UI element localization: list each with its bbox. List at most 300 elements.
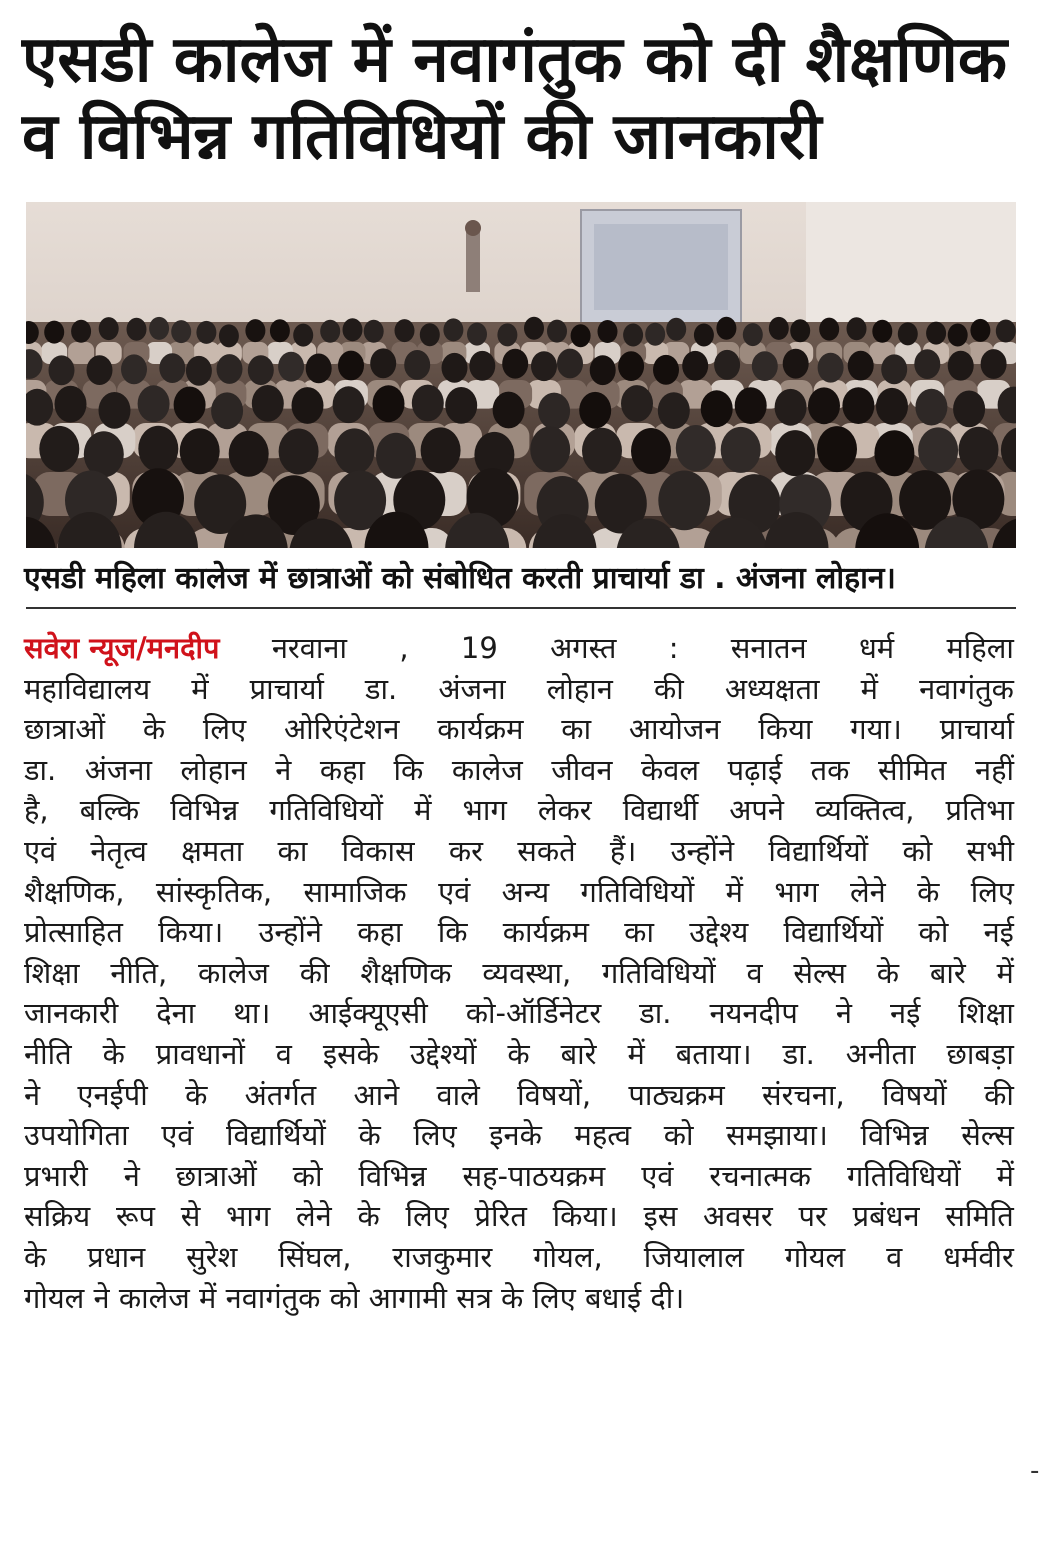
article-word: से bbox=[180, 1199, 201, 1234]
article-word: नई bbox=[890, 996, 921, 1031]
audience-head bbox=[676, 425, 716, 471]
audience-head bbox=[557, 349, 583, 379]
audience-head bbox=[658, 392, 690, 429]
audience-head bbox=[743, 323, 763, 346]
article-word: अनीता bbox=[845, 1036, 916, 1071]
article-word: गोयल, bbox=[533, 1239, 603, 1274]
article-word: कार्यक्रम bbox=[437, 712, 524, 747]
audience-head bbox=[874, 430, 914, 476]
article-word: विद्यार्थियों bbox=[783, 915, 884, 950]
article-word: कालेज bbox=[451, 752, 523, 787]
article-word: कर bbox=[448, 833, 484, 868]
audience-head bbox=[278, 352, 304, 382]
audience-head bbox=[618, 351, 644, 381]
article-word: प्रोत्साहित bbox=[24, 915, 123, 950]
article-word: शैक्षणिक bbox=[360, 955, 452, 990]
audience-head bbox=[981, 349, 1007, 379]
article-word: सकते bbox=[517, 833, 576, 868]
audience-head bbox=[39, 426, 79, 472]
article-word: सामाजिक bbox=[303, 874, 407, 909]
article-word: नरवाना bbox=[271, 631, 348, 665]
article-word: सुरेश bbox=[186, 1239, 238, 1274]
article-word: व bbox=[746, 955, 763, 990]
article-word: गतिविधियों bbox=[580, 874, 695, 909]
article-line-1 bbox=[24, 628, 1014, 669]
audience-head bbox=[915, 389, 947, 426]
photo-caption: एसडी महिला कालेज में छात्राओं को संबोधित करती प्राचार्या डा . अंजना लोहान। bbox=[24, 561, 896, 596]
article-word: , bbox=[399, 631, 409, 665]
article-word: नयनदीप bbox=[709, 996, 798, 1031]
article-word: अवसर bbox=[703, 1199, 773, 1234]
article-word: गतिविधियों bbox=[601, 955, 716, 990]
audience-head bbox=[898, 322, 918, 345]
article-word: था। bbox=[233, 996, 271, 1031]
article-word: प्रभारी bbox=[24, 1158, 88, 1193]
speaker-head bbox=[465, 220, 481, 236]
audience-head bbox=[248, 355, 274, 385]
article-word: अंजना bbox=[84, 752, 153, 787]
article-word: के bbox=[358, 1118, 381, 1153]
article-word: सेल्स bbox=[961, 1118, 1014, 1153]
article-word: एनईपी bbox=[77, 1077, 148, 1112]
audience-head bbox=[99, 317, 119, 340]
article-word: क्षमता bbox=[181, 833, 244, 868]
article-word: कहा bbox=[319, 752, 366, 787]
audience-head bbox=[914, 349, 940, 379]
article-word: इनके bbox=[489, 1118, 542, 1153]
article-word: प्राचार्या bbox=[939, 712, 1014, 747]
article-word: के bbox=[917, 874, 940, 909]
article-word: के bbox=[142, 712, 166, 747]
audience-head bbox=[682, 351, 708, 381]
audience-head bbox=[530, 426, 570, 472]
article-word: उन्होंने bbox=[670, 833, 735, 868]
projector-slide bbox=[594, 224, 728, 310]
article-word: है, bbox=[24, 793, 49, 828]
article-word: ओरिएंटेशन bbox=[283, 712, 400, 747]
article-word: उद्देश्यों bbox=[409, 1036, 477, 1071]
article-word: विषयों, bbox=[517, 1077, 592, 1112]
audience-head bbox=[959, 427, 999, 473]
audience-head bbox=[847, 317, 867, 340]
article-word: गतिविधियों bbox=[269, 793, 384, 828]
audience-head bbox=[121, 354, 147, 384]
article-word: में bbox=[996, 955, 1014, 990]
article-word: ने bbox=[275, 752, 292, 787]
article-byline: सवेरा न्यूज/मनदीप bbox=[24, 631, 220, 665]
audience-head bbox=[420, 323, 440, 346]
article-word: विषयों bbox=[882, 1077, 947, 1112]
article-line-3 bbox=[24, 709, 1014, 750]
article-line-12 bbox=[24, 1075, 1014, 1116]
article-word: में bbox=[996, 1158, 1014, 1193]
article-word: के bbox=[357, 1199, 380, 1234]
audience-head bbox=[245, 319, 265, 342]
article-word: ने bbox=[835, 996, 852, 1031]
article-line-9 bbox=[24, 953, 1014, 994]
article-word: : bbox=[668, 631, 679, 665]
article-word: किया bbox=[758, 712, 813, 747]
audience-head bbox=[842, 387, 874, 424]
audience-head bbox=[735, 387, 767, 424]
article-word: सांस्कृतिक, bbox=[155, 874, 273, 909]
article-word: गतिविधियों bbox=[846, 1158, 961, 1193]
audience-head bbox=[493, 392, 525, 429]
audience-head bbox=[721, 427, 761, 473]
article-word: गोयल bbox=[784, 1239, 846, 1274]
article-word: लिए bbox=[970, 874, 1014, 909]
audience-head bbox=[293, 324, 313, 347]
article-word: सभी bbox=[966, 833, 1014, 868]
article-word: भाग bbox=[774, 874, 819, 909]
article-word: उपयोगिता bbox=[24, 1118, 129, 1153]
article-word: बारे bbox=[560, 1036, 597, 1071]
article-word: धर्मवीर bbox=[943, 1239, 1014, 1274]
article-word: विभिन्न bbox=[358, 1158, 427, 1193]
article-word: राजकुमार bbox=[392, 1239, 493, 1274]
article-word: व्यवस्था, bbox=[482, 955, 572, 990]
audience-head bbox=[623, 324, 643, 347]
article-word: केवल bbox=[641, 752, 700, 787]
article-line-6 bbox=[24, 831, 1014, 872]
audience-head bbox=[279, 429, 319, 475]
article-word: को bbox=[918, 915, 949, 950]
article-word: नीति bbox=[24, 1036, 72, 1071]
article-word: सेल्स bbox=[793, 955, 846, 990]
audience-head bbox=[138, 426, 178, 472]
article-word: अपने bbox=[729, 793, 785, 828]
article-word: रूप bbox=[115, 1199, 155, 1234]
article-word: विकास bbox=[341, 833, 415, 868]
article-word: के bbox=[185, 1077, 208, 1112]
article-lines bbox=[24, 669, 1014, 1278]
audience-head bbox=[808, 387, 840, 424]
article-word: के bbox=[102, 1036, 125, 1071]
article-word: बल्कि bbox=[79, 793, 140, 828]
article-word: प्रतिभा bbox=[945, 793, 1014, 828]
article-word: जानकारी bbox=[24, 996, 119, 1031]
article-word: महिला bbox=[946, 631, 1014, 665]
article-word: बताया। bbox=[675, 1036, 752, 1071]
audience-head bbox=[547, 320, 567, 343]
article-word: शिक्षा bbox=[24, 955, 80, 990]
audience-head bbox=[970, 319, 990, 342]
article-word: सक्रिय bbox=[24, 1199, 91, 1234]
article-word: के bbox=[876, 955, 900, 990]
article-word: गया। bbox=[850, 712, 902, 747]
audience-head bbox=[876, 388, 908, 425]
article-word: संरचना, bbox=[762, 1077, 845, 1112]
article-word: जीवन bbox=[551, 752, 613, 787]
article-word: सनातन bbox=[730, 631, 807, 665]
audience-head bbox=[714, 350, 740, 380]
article-line-10 bbox=[24, 993, 1014, 1034]
article-line-8 bbox=[24, 912, 1014, 953]
article-line-14 bbox=[24, 1156, 1014, 1197]
audience-head bbox=[71, 320, 91, 343]
article-word: छाबड़ा bbox=[946, 1036, 1014, 1071]
audience-head bbox=[502, 349, 528, 379]
audience-head bbox=[524, 317, 544, 340]
audience-head bbox=[159, 353, 185, 383]
article-word: में bbox=[627, 1036, 645, 1071]
audience-head bbox=[376, 433, 416, 479]
article-word: एवं bbox=[24, 833, 57, 868]
audience-head bbox=[571, 324, 591, 347]
article-photo bbox=[26, 202, 1016, 548]
article-word: में bbox=[725, 874, 743, 909]
article-word: किया। bbox=[158, 915, 224, 950]
article-word: व bbox=[886, 1239, 903, 1274]
article-word: महाविद्यालय bbox=[24, 671, 151, 706]
article-word: के bbox=[507, 1036, 530, 1071]
audience-head bbox=[343, 318, 363, 341]
article-word: की bbox=[653, 671, 684, 706]
article-word: वाले bbox=[436, 1077, 480, 1112]
speaker-figure bbox=[466, 232, 480, 292]
article-word: इसके bbox=[322, 1036, 379, 1071]
article-word: कार्यक्रम bbox=[502, 915, 589, 950]
article-word: विभिन्न bbox=[860, 1118, 929, 1153]
article-word: नीति, bbox=[110, 955, 168, 990]
audience-head bbox=[44, 321, 64, 344]
article-word: लोहान bbox=[546, 671, 613, 706]
audience-head bbox=[752, 351, 778, 381]
audience-head bbox=[395, 319, 415, 342]
article-line-16 bbox=[24, 1237, 1014, 1278]
audience-head bbox=[953, 391, 985, 428]
article-word: महत्व bbox=[574, 1118, 632, 1153]
article-word: में bbox=[860, 671, 878, 706]
article-word: देना bbox=[156, 996, 196, 1031]
article-body bbox=[24, 628, 1014, 1318]
article-line-15 bbox=[24, 1196, 1014, 1237]
audience-head bbox=[320, 320, 340, 343]
audience-head bbox=[467, 323, 487, 346]
article-word: विद्यार्थी bbox=[622, 793, 699, 828]
article-word: 19 bbox=[460, 631, 498, 665]
audience-head bbox=[84, 431, 124, 477]
article-word: के bbox=[24, 1239, 47, 1274]
article-word: ने bbox=[24, 1077, 41, 1112]
audience-head bbox=[653, 355, 679, 385]
article-word: आईक्यूएसी bbox=[308, 996, 428, 1031]
article-word: पर bbox=[798, 1199, 827, 1234]
audience-head bbox=[918, 427, 958, 473]
audience-head bbox=[373, 385, 405, 422]
article-word: प्रेरित bbox=[474, 1199, 527, 1234]
article-word: प्राचार्या bbox=[249, 671, 324, 706]
article-word: डा. bbox=[365, 671, 398, 706]
audience-head bbox=[658, 471, 710, 531]
article-word: भाग bbox=[226, 1199, 271, 1234]
audience-head bbox=[442, 353, 468, 383]
article-word: सिंघल, bbox=[278, 1239, 352, 1274]
audience-head bbox=[621, 385, 653, 422]
article-word: छात्राओं bbox=[175, 1158, 257, 1193]
article-word: समिति bbox=[945, 1199, 1014, 1234]
article-word: प्रावधानों bbox=[155, 1036, 245, 1071]
article-word: पढ़ाई bbox=[727, 752, 783, 787]
audience-head bbox=[334, 428, 374, 474]
article-word: अन्य bbox=[501, 874, 550, 909]
audience-head bbox=[948, 351, 974, 381]
audience-head bbox=[292, 387, 324, 424]
headline-line-2: व विभिन्न गतिविधियों की जानकारी bbox=[22, 100, 822, 174]
audience-head bbox=[848, 351, 874, 381]
audience-head bbox=[333, 386, 365, 423]
audience-head bbox=[469, 351, 495, 381]
audience-head bbox=[87, 355, 113, 385]
audience-head bbox=[598, 320, 618, 343]
article-word: शिक्षा bbox=[958, 996, 1014, 1031]
article-word: बारे bbox=[929, 955, 966, 990]
audience-head bbox=[219, 324, 239, 347]
audience-head bbox=[948, 324, 968, 347]
audience-head bbox=[55, 386, 87, 423]
article-word: नहीं bbox=[974, 752, 1014, 787]
article-word: कि bbox=[393, 752, 424, 787]
article-word: विभिन्न bbox=[170, 793, 239, 828]
article-word: अंतर्गत bbox=[244, 1077, 317, 1112]
audience-head bbox=[790, 319, 810, 342]
article-word: छात्राओं bbox=[24, 712, 105, 747]
audience-head bbox=[149, 317, 169, 340]
article-word: की bbox=[299, 955, 330, 990]
audience-head bbox=[769, 317, 789, 340]
article-word: कालेज bbox=[197, 955, 269, 990]
article-word: आने bbox=[353, 1077, 400, 1112]
audience-head bbox=[404, 350, 430, 380]
article-word: व bbox=[275, 1036, 292, 1071]
article-word: लिए bbox=[413, 1118, 457, 1153]
audience-head bbox=[370, 348, 396, 378]
article-line-11 bbox=[24, 1034, 1014, 1075]
audience-head bbox=[306, 354, 332, 384]
audience-head bbox=[49, 355, 75, 385]
article-word: में bbox=[414, 793, 432, 828]
article-line-13 bbox=[24, 1115, 1014, 1156]
article-word: को bbox=[663, 1118, 694, 1153]
article-word: में bbox=[191, 671, 209, 706]
audience-head bbox=[775, 389, 807, 426]
audience-head bbox=[590, 355, 616, 385]
audience-head bbox=[996, 320, 1016, 343]
article-word: एवं bbox=[438, 874, 471, 909]
audience-head bbox=[694, 324, 714, 347]
audience-head bbox=[364, 320, 384, 343]
article-word: डा. bbox=[782, 1036, 815, 1071]
article-word: विद्यार्थियों bbox=[226, 1118, 326, 1153]
article-word: एवं bbox=[161, 1118, 194, 1153]
article-word: अगस्त bbox=[550, 631, 617, 665]
audience-head bbox=[445, 387, 477, 424]
article-word: लिए bbox=[405, 1199, 449, 1234]
audience-head bbox=[497, 323, 517, 346]
audience-head bbox=[818, 353, 844, 383]
audience-head bbox=[138, 385, 170, 422]
article-line-2 bbox=[24, 669, 1014, 710]
audience-head bbox=[716, 317, 736, 340]
article-word: नेतृत्व bbox=[90, 833, 147, 868]
article-word: डा. bbox=[639, 996, 672, 1031]
article-word: तक bbox=[810, 752, 850, 787]
article-word: लोहान bbox=[180, 752, 247, 787]
article-word: भाग bbox=[462, 793, 507, 828]
article-word: रचनात्मक bbox=[709, 1158, 811, 1193]
article-word: को-ऑर्डिनेटर bbox=[465, 996, 602, 1031]
audience-head bbox=[217, 354, 243, 384]
article-word: लिए bbox=[202, 712, 247, 747]
audience-head bbox=[412, 385, 444, 422]
article-word: एवं bbox=[641, 1158, 674, 1193]
article-word: शैक्षणिक, bbox=[24, 874, 125, 909]
audience-head bbox=[174, 387, 206, 424]
audience-head bbox=[338, 351, 364, 381]
article-word: सीमित bbox=[877, 752, 947, 787]
article-headline bbox=[22, 22, 1022, 176]
article-word: को bbox=[902, 833, 933, 868]
audience-head bbox=[443, 318, 463, 341]
article-word: प्रबंधन bbox=[852, 1199, 920, 1234]
article-line-5 bbox=[24, 790, 1014, 831]
article-word: हैं। bbox=[609, 833, 637, 868]
article-word: जियालाल bbox=[643, 1239, 744, 1274]
article-word: समझाया। bbox=[726, 1118, 828, 1153]
article-word: उन्होंने bbox=[258, 915, 323, 950]
article-word: आयोजन bbox=[628, 712, 721, 747]
article-word: लेने bbox=[849, 874, 886, 909]
audience-head bbox=[701, 390, 733, 427]
article-word: का bbox=[561, 712, 592, 747]
classroom-photo-illustration bbox=[26, 202, 1016, 548]
article-word: व्यक्तित्व, bbox=[815, 793, 915, 828]
article-word: नई bbox=[983, 915, 1014, 950]
article-word: का bbox=[624, 915, 654, 950]
article-word: विद्यार्थियों bbox=[768, 833, 869, 868]
audience-head bbox=[872, 320, 892, 343]
audience-head bbox=[127, 318, 147, 341]
audience-head bbox=[186, 356, 212, 386]
article-word: लेने bbox=[296, 1199, 332, 1234]
audience-head bbox=[270, 319, 290, 342]
audience-head bbox=[196, 321, 216, 344]
article-word: धर्म bbox=[858, 631, 895, 665]
article-word: की bbox=[984, 1077, 1014, 1112]
article-line-text: गोयल ने कालेज में नवागंतुक को आगामी सत्र के लिए बधाई दी। bbox=[24, 1280, 685, 1315]
article-last-line bbox=[24, 1278, 1014, 1319]
article-word: इस bbox=[643, 1199, 678, 1234]
article-word: पाठ्यक्रम bbox=[628, 1077, 725, 1112]
article-line-7 bbox=[24, 872, 1014, 913]
audience-head bbox=[631, 428, 671, 474]
audience-head bbox=[180, 428, 220, 474]
audience-head bbox=[926, 322, 946, 345]
article-word: का bbox=[277, 833, 308, 868]
article-word: डा. bbox=[24, 752, 57, 787]
audience-head bbox=[817, 426, 857, 472]
audience-head bbox=[229, 431, 269, 477]
audience-head bbox=[211, 392, 243, 429]
article-word: अध्यक्षता bbox=[724, 671, 820, 706]
audience-head bbox=[252, 385, 284, 422]
margin-mark: - bbox=[1030, 1456, 1040, 1486]
audience-head bbox=[582, 428, 622, 474]
article-word: उद्देश्य bbox=[689, 915, 749, 950]
audience-head bbox=[775, 430, 815, 476]
audience-head bbox=[881, 354, 907, 384]
article-word: नवागंतुक bbox=[919, 671, 1014, 706]
